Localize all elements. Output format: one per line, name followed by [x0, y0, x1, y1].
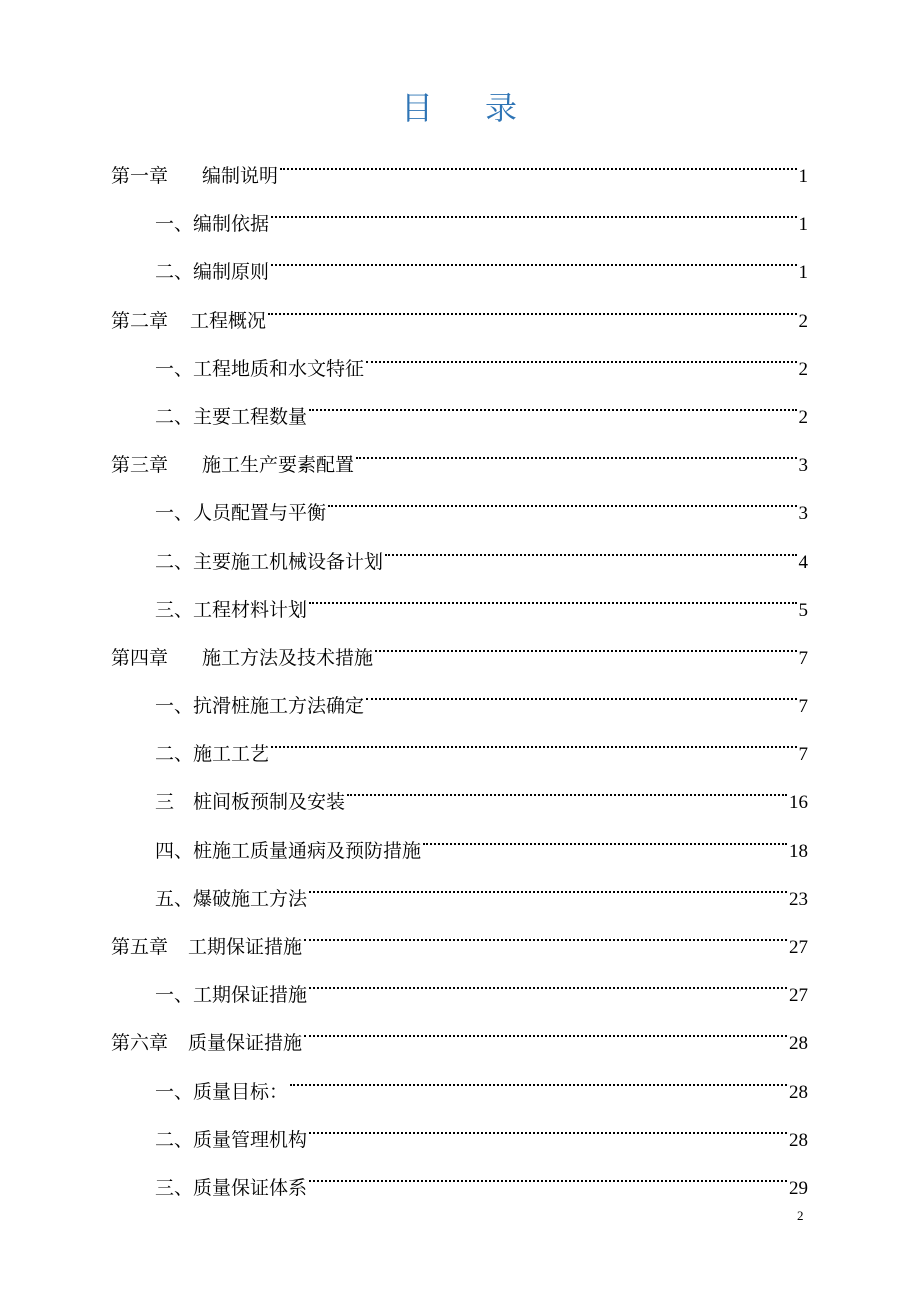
- toc-page-number: 27: [789, 937, 808, 958]
- toc-chapter-gap: [168, 297, 190, 345]
- toc-dot-leader: [268, 279, 796, 327]
- toc-chapter-gap: [168, 441, 202, 489]
- toc-entry-text: 编制说明: [202, 165, 279, 187]
- toc-dot-leader: [280, 134, 796, 182]
- toc-page-number: 16: [789, 792, 808, 814]
- toc-entry-text: 二、质量管理机构: [155, 1128, 308, 1151]
- toc-chapter-number: 第六章: [111, 1032, 169, 1055]
- toc-page-number: 28: [789, 1033, 808, 1055]
- toc-entry-label: [155, 200, 269, 248]
- toc-page-number: 3: [798, 503, 808, 525]
- toc-entry-label: [155, 875, 307, 923]
- toc-entry-text: 四、桩施工质量通病及预防措施: [155, 839, 422, 862]
- toc-entry-label: [111, 923, 302, 971]
- toc-entry-text: 三、质量保证体系: [155, 1176, 308, 1199]
- toc-entry-text: 一、工期保证措施: [155, 984, 308, 1007]
- toc-dot-leader: [271, 712, 796, 760]
- toc-entry-text: 质量保证措施: [188, 1032, 303, 1055]
- toc-page-number: 7: [798, 647, 808, 669]
- toc-dot-leader: [366, 327, 796, 375]
- toc-dot-leader: [385, 520, 796, 568]
- toc-entry-text: 三、工程材料计划: [155, 598, 308, 621]
- toc-entry-label: [111, 1019, 302, 1067]
- toc-dot-leader: [356, 423, 796, 471]
- toc-entry-label: [155, 1116, 307, 1164]
- toc-page-number: 2: [798, 358, 808, 380]
- toc-entry-label: [155, 971, 307, 1019]
- toc-dot-leader: [304, 1001, 787, 1049]
- toc-title-part1: 目: [400, 89, 435, 127]
- toc-chapter-gap: [168, 923, 188, 971]
- toc-dot-leader: [309, 375, 796, 423]
- toc-entry-label: [111, 634, 373, 682]
- toc-page-number: 23: [789, 888, 808, 910]
- toc-page-number: 1: [798, 214, 808, 236]
- toc-page-number: 28: [789, 1081, 808, 1103]
- toc-dot-leader: [271, 182, 796, 230]
- toc-dot-leader: [304, 905, 787, 953]
- toc-chapter-number: 第五章: [111, 936, 169, 958]
- toc-entry-text: 一、人员配置与平衡: [155, 502, 327, 525]
- toc-entry-text: 二、主要工程数量: [155, 405, 308, 428]
- toc-entry-text: 三 桩间板预制及安装: [155, 791, 346, 814]
- toc-entry-label: [111, 297, 266, 345]
- toc-page-number: 1: [798, 166, 808, 187]
- toc-dot-leader: [366, 664, 796, 712]
- toc-entry-label: [155, 586, 307, 634]
- toc-dot-leader: [375, 616, 796, 664]
- toc-page-number: 2: [798, 310, 808, 332]
- toc-entry-label: [111, 152, 278, 200]
- toc-dot-leader: [309, 568, 796, 616]
- toc-title: [0, 84, 920, 132]
- toc-chapter-entry[interactable]: [111, 134, 808, 187]
- toc-page-number: 7: [798, 744, 808, 766]
- toc-chapter-number: 第四章: [111, 646, 169, 669]
- toc-dot-leader: [347, 760, 787, 808]
- toc-dot-leader: [271, 230, 796, 278]
- toc-entry-label: [155, 1164, 307, 1212]
- toc-dot-leader: [309, 857, 787, 905]
- page-number: 2: [797, 1208, 804, 1223]
- toc-entry-label: [155, 730, 269, 778]
- toc-dot-leader: [423, 809, 787, 857]
- toc-entry-label: [155, 393, 307, 441]
- toc-entry-label: [111, 441, 354, 489]
- toc-page-number: 4: [798, 551, 808, 573]
- toc-entry-text: 五、爆破施工方法: [155, 887, 308, 910]
- toc-page-number: 27: [789, 985, 808, 1007]
- toc-page-number: 3: [798, 455, 808, 477]
- toc-entry-text: 工期保证措施: [188, 936, 303, 958]
- toc-entry-text: 施工方法及技术措施: [202, 646, 374, 669]
- toc-entry-text: 施工生产要素配置: [202, 454, 355, 477]
- toc-page-number: 1: [798, 262, 808, 284]
- toc-page-number: 2: [798, 406, 808, 428]
- toc-entry-text: 二、编制原则: [155, 261, 270, 284]
- toc-dot-leader: [309, 1146, 787, 1194]
- toc-chapter-number: 第二章: [111, 309, 169, 332]
- toc-entry-label: [155, 248, 269, 296]
- toc-entry-text: 一、编制依据: [155, 213, 270, 236]
- toc-page-number: 28: [789, 1129, 808, 1151]
- toc-chapter-number: 第三章: [111, 454, 169, 477]
- toc-entry-text: 一、质量目标：: [155, 1080, 289, 1103]
- toc-entry-label: [155, 1068, 288, 1116]
- toc-chapter-gap: [168, 1019, 188, 1067]
- toc-chapter-gap: [168, 152, 202, 200]
- toc-entry-text: 一、抗滑桩施工方法确定: [155, 695, 365, 718]
- toc-page-number: 7: [798, 696, 808, 718]
- toc-entry-text: 一、工程地质和水文特征: [155, 357, 365, 380]
- toc-page-number: 5: [798, 599, 808, 621]
- toc-page-number: 18: [789, 840, 808, 862]
- toc-entry-label: [155, 489, 326, 537]
- toc-entry-text: 工程概况: [190, 309, 267, 332]
- toc-chapter-number: 第一章: [111, 165, 169, 187]
- toc-entry-text: 二、主要施工机械设备计划: [155, 550, 384, 573]
- toc-list: [111, 134, 808, 1199]
- toc-dot-leader: [290, 1050, 787, 1098]
- toc-entry-text: 二、施工工艺: [155, 743, 270, 766]
- toc-dot-leader: [309, 1098, 787, 1146]
- toc-chapter-gap: [168, 634, 202, 682]
- toc-title-part2: 录: [485, 89, 520, 127]
- toc-dot-leader: [328, 471, 796, 519]
- toc-page-number: 29: [789, 1177, 808, 1199]
- toc-entry-label: [155, 778, 345, 826]
- toc-dot-leader: [309, 953, 787, 1001]
